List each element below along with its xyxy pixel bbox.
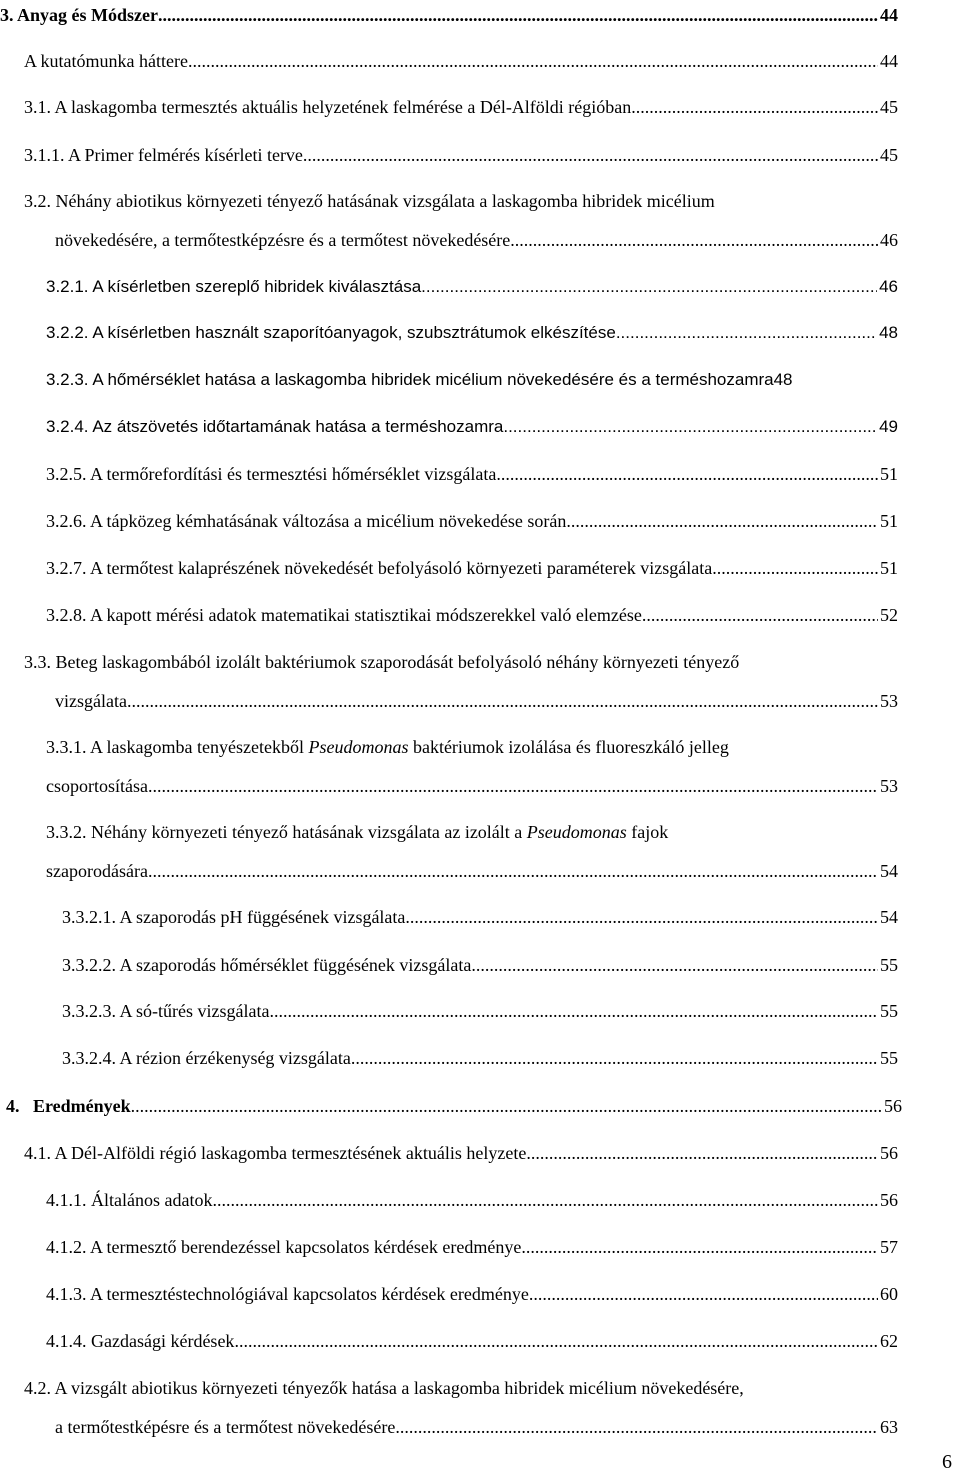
toc-entry-title: 3.2.8. A kapott mérési adatok matematikai statisztikai módszerekkel való elemzése [46,605,642,625]
toc-entry-title: 3.2.7. A termőtest kalaprészének növekedését befolyásoló környezeti paraméterek vizsgálata [46,558,713,578]
toc-entry[interactable] [24,1142,898,1164]
toc-entry-page: 51 [880,511,898,531]
toc-entry-page: 46 [879,277,898,296]
toc-entry-title: 3.3.2.3. A só-tűrés vizsgálata [62,1001,270,1021]
toc-entry-page: 63 [880,1417,898,1437]
toc-entry[interactable] [55,690,898,712]
toc-entry[interactable] [62,1000,898,1022]
toc-leader [269,1000,878,1022]
toc-leader [503,416,877,438]
toc-entry[interactable]: 3.2.3. A hőmérséklet hatása a laskagomba hibridek micélium növekedésére és a terméshozamra48 [46,370,793,389]
toc-leader [616,322,877,344]
toc-leader [234,1330,878,1352]
toc-entry[interactable] [62,1047,898,1069]
page-number: 6 [942,1451,952,1473]
toc-entry[interactable]: 3.3. Beteg laskagombából izolált baktériumok szaporodását befolyásoló néhány környezeti tényező [24,652,740,672]
toc-entry-title: csoportosítása [46,776,148,796]
toc-leader [712,557,878,579]
toc-leader [526,1142,878,1164]
toc-entry[interactable] [55,1416,898,1438]
toc-entry[interactable]: 3.2. Néhány abiotikus környezeti tényező hatásának vizsgálata a laskagomba hibridek micélium [24,191,715,211]
toc-entry-title: a termőtestképésre és a termőtest növekedésére [55,1417,396,1437]
toc-entry[interactable] [46,276,898,298]
toc-entry-page: 53 [880,776,898,796]
toc-entry-page: 55 [880,1048,898,1068]
toc-entry-text: baktériumok izolálása és fluoreszkáló jelleg [408,737,729,757]
toc-entry-title: 3.2.6. A tápközeg kémhatásának változása a micélium növekedése során [46,511,567,531]
toc-entry-title: 4.1.3. A termesztéstechnológiával kapcsolatos kérdések eredménye [46,1284,529,1304]
toc-entry-title: 4.1.2. A termesztő berendezéssel kapcsolatos kérdések eredménye [46,1237,522,1257]
toc-entry-title: 3.2.1. A kísérletben szereplő hibridek kiválasztása [46,277,422,296]
toc-entry[interactable] [46,775,898,797]
toc-entry-page: 51 [880,464,898,484]
toc-entry-page: 51 [880,558,898,578]
toc-entry[interactable] [46,510,898,532]
toc-entry[interactable] [46,1283,898,1305]
toc-entry[interactable] [24,50,898,72]
toc-leader [131,1095,882,1117]
toc-leader [351,1047,878,1069]
toc-entry[interactable] [46,821,668,843]
toc-entry-title: 4.1. A Dél-Alföldi régió laskagomba termesztésének aktuális helyzete [24,1143,527,1163]
toc-entry-italic: Pseudomonas [308,737,409,757]
toc-entry-text: 3.3.1. A laskagomba tenyészetekből [46,737,309,757]
toc-entry[interactable] [46,416,898,438]
toc-entry-title: 3.2.2. A kísérletben használt szaporítóanyagok, szubsztrátumok elkészítése [46,323,616,342]
toc-entry-page: 55 [880,955,898,975]
toc-entry-page: 44 [880,5,898,25]
toc-entry-page: 53 [880,691,898,711]
toc-leader [529,1283,878,1305]
toc-leader [471,954,878,976]
toc-entry[interactable] [46,1330,898,1352]
toc-entry-title: 4.1.1. Általános adatok [46,1190,213,1210]
toc-entry[interactable] [46,1189,898,1211]
toc-leader [303,144,878,166]
toc-entry-page: 45 [880,145,898,165]
toc-entry-title: 3.1.1. A Primer felmérés kísérleti terve [24,145,303,165]
toc-entry[interactable] [0,4,898,26]
toc-entry[interactable] [6,1095,902,1117]
toc-leader [188,50,878,72]
toc-entry[interactable] [24,144,898,166]
toc-entry[interactable] [62,954,898,976]
toc-leader [631,96,878,118]
toc-entry[interactable] [62,906,898,928]
toc-leader [148,860,878,882]
toc-entry-page: 49 [879,417,898,436]
toc-entry-text: fajok [626,822,669,842]
toc-entry-title: 3.1. A laskagomba termesztés aktuális helyzetének felmérése a Dél-Alföldi régióban [24,97,632,117]
toc-entry-page: 54 [880,861,898,881]
toc-leader [212,1189,878,1211]
toc-entry-title: szaporodására [46,861,148,881]
toc-entry-title: 3.3.2.1. A szaporodás pH függésének vizsgálata [62,907,406,927]
toc-entry-page: 46 [880,230,898,250]
toc-leader [566,510,878,532]
toc-entry-title: 3.3.2.4. A rézion érzékenység vizsgálata [62,1048,351,1068]
toc-entry-page: 56 [880,1190,898,1210]
toc-entry-page: 48 [879,323,898,342]
toc-leader [158,4,878,26]
toc-entry-page: 52 [880,605,898,625]
toc-entry-title: A kutatómunka háttere [24,51,188,71]
toc-entry-page: 44 [880,51,898,71]
toc-entry-text: 3.3.2. Néhány környezeti tényező hatásának vizsgálata az izolált a [46,822,527,842]
toc-entry[interactable] [46,1236,898,1258]
toc-leader [496,463,878,485]
toc-leader [127,690,878,712]
toc-entry-page: 60 [880,1284,898,1304]
toc-entry-page: 56 [880,1143,898,1163]
toc-entry[interactable] [46,736,729,758]
toc-entry-page: 62 [880,1331,898,1351]
toc-entry-title: vizsgálata [55,691,127,711]
toc-entry-page: 57 [880,1237,898,1257]
toc-leader [148,775,878,797]
toc-entry-italic: Pseudomonas [526,822,627,842]
toc-leader [421,276,877,298]
toc-entry-title: 4.1.4. Gazdasági kérdések [46,1331,235,1351]
toc-entry-page: 56 [884,1096,902,1116]
toc-entry-title: 3. Anyag és Módszer [0,5,158,25]
toc-leader [642,604,878,626]
toc-entry[interactable] [46,322,898,344]
toc-entry[interactable] [46,860,898,882]
toc-entry[interactable] [24,96,898,118]
toc-entry[interactable] [46,604,898,626]
toc-entry-title: 3.2.4. Az átszövetés időtartamának hatása a terméshozamra [46,417,504,436]
toc-leader [510,229,878,251]
toc-entry-page: 45 [880,97,898,117]
toc-entry[interactable] [46,557,898,579]
toc-entry-title: 3.2.5. A termőrefordítási és termesztési hőmérséklet vizsgálata [46,464,497,484]
toc-entry-title: 3.3.2.2. A szaporodás hőmérséklet függésének vizsgálata [62,955,472,975]
toc-entry-title: 4. Eredmények [6,1096,131,1116]
toc-entry[interactable]: 4.2. A vizsgált abiotikus környezeti tényezők hatása a laskagomba hibridek micélium növekedésére, [24,1378,744,1398]
toc-leader [405,906,878,928]
toc-entry-page: 54 [880,907,898,927]
toc-leader [521,1236,878,1258]
toc-entry-title: növekedésére, a termőtestképzésre és a termőtest növekedésére [55,230,511,250]
toc-entry[interactable] [46,463,898,485]
toc-leader [395,1416,878,1438]
toc-entry-page: 55 [880,1001,898,1021]
toc-entry[interactable] [55,229,898,251]
